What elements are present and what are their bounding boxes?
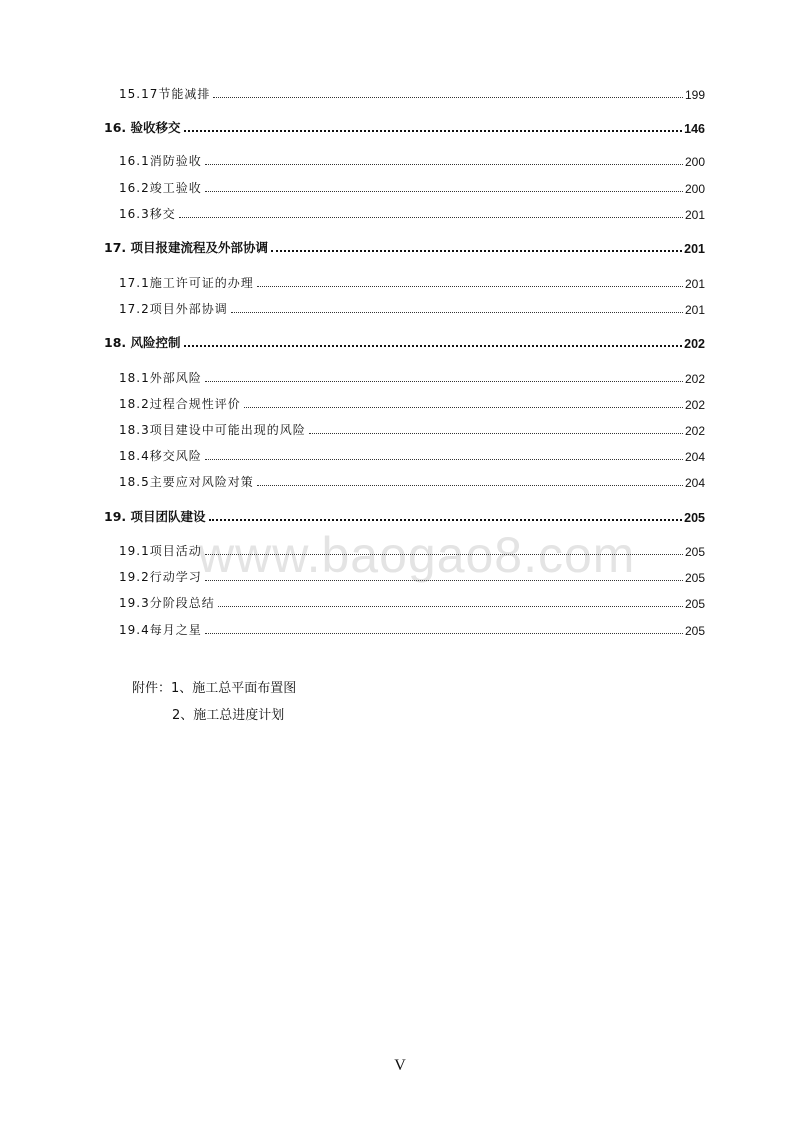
toc-leader-dots — [179, 217, 683, 218]
toc-chapter-label: 17. 项目报建流程及外部协调 — [104, 240, 268, 255]
toc-entry[interactable] — [119, 565, 705, 585]
toc-leader-dots — [309, 433, 683, 434]
toc-entry-label: 19.2行动学习 — [119, 570, 202, 584]
toc-leader-dots — [184, 130, 683, 132]
toc-entry[interactable] — [119, 149, 705, 169]
toc-entry[interactable] — [119, 82, 705, 102]
toc-entry[interactable] — [119, 176, 705, 196]
toc-chapter-page: 205 — [684, 511, 705, 525]
toc-entry[interactable] — [119, 202, 705, 222]
toc-chapter[interactable] — [104, 505, 705, 525]
toc-entry-label: 19.4每月之星 — [119, 623, 202, 637]
toc-entry-label: 18.5主要应对风险对策 — [119, 475, 254, 489]
toc-entry[interactable] — [119, 444, 705, 464]
toc-entry-page: 204 — [684, 450, 705, 464]
toc-chapter-label: 16. 验收移交 — [104, 120, 181, 135]
toc-leader-dots — [205, 164, 683, 165]
toc-entry-page: 201 — [684, 303, 705, 317]
toc-entry-page: 205 — [684, 624, 705, 638]
toc-leader-dots — [257, 286, 683, 287]
toc-entry-page: 202 — [684, 424, 705, 438]
toc-leader-dots — [213, 97, 683, 98]
toc-entry-page: 202 — [684, 372, 705, 386]
toc-entry-label: 16.1消防验收 — [119, 154, 202, 168]
toc-entry[interactable] — [119, 418, 705, 438]
toc-entry-page: 205 — [684, 545, 705, 559]
toc-chapter[interactable] — [104, 116, 705, 136]
toc-chapter-page: 202 — [684, 337, 705, 351]
toc-entry-page: 200 — [684, 155, 705, 169]
toc-entry-label: 15.17节能减排 — [119, 87, 211, 101]
toc-leader-dots — [271, 250, 682, 252]
toc-leader-dots — [205, 381, 683, 382]
toc-chapter[interactable] — [104, 236, 705, 256]
toc-entry-page: 204 — [684, 476, 705, 490]
toc-entry-page: 199 — [684, 88, 705, 102]
toc-entry[interactable] — [119, 392, 705, 412]
toc-leader-dots — [218, 606, 683, 607]
attachment-line-1: 附件：1、施工总平面布置图 — [132, 681, 297, 696]
toc-entry[interactable] — [119, 591, 705, 611]
toc-entry-page: 201 — [684, 277, 705, 291]
toc-entry-page: 205 — [684, 597, 705, 611]
toc-leader-dots — [205, 554, 683, 555]
toc-leader-dots — [205, 191, 683, 192]
toc-entry-label: 18.3项目建设中可能出现的风险 — [119, 423, 306, 437]
toc-leader-dots — [205, 580, 683, 581]
toc-chapter-page: 146 — [684, 122, 705, 136]
toc-entry-page: 201 — [684, 208, 705, 222]
toc-entry-label: 16.2竣工验收 — [119, 181, 202, 195]
toc-chapter-label: 18. 风险控制 — [104, 335, 181, 350]
toc-entry-page: 205 — [684, 571, 705, 585]
toc-entry[interactable] — [119, 297, 705, 317]
toc-entry[interactable] — [119, 271, 705, 291]
toc-entry-label: 17.1施工许可证的办理 — [119, 276, 254, 290]
toc-chapter-label: 19. 项目团队建设 — [104, 509, 206, 524]
toc-entry-label: 17.2项目外部协调 — [119, 302, 228, 316]
watermark: www.baogao8.com — [198, 527, 636, 583]
toc-chapter[interactable] — [104, 331, 705, 351]
toc-entry-page: 200 — [684, 182, 705, 196]
toc-entry-label: 16.3移交 — [119, 207, 176, 221]
toc-entry-label: 18.4移交风险 — [119, 449, 202, 463]
toc-chapter-page: 201 — [684, 242, 705, 256]
toc-entry-page: 202 — [684, 398, 705, 412]
toc-leader-dots — [209, 519, 683, 521]
toc-entry[interactable] — [119, 618, 705, 638]
toc-leader-dots — [205, 633, 683, 634]
toc-entry[interactable] — [119, 539, 705, 559]
toc-entry-label: 18.1外部风险 — [119, 371, 202, 385]
toc-entry[interactable] — [119, 470, 705, 490]
toc-entry-label: 18.2过程合规性评价 — [119, 397, 241, 411]
page-number: V — [394, 1057, 406, 1074]
toc-leader-dots — [184, 345, 683, 347]
toc-leader-dots — [205, 459, 683, 460]
toc-leader-dots — [244, 407, 683, 408]
toc-entry-label: 19.3分阶段总结 — [119, 596, 215, 610]
toc-leader-dots — [231, 312, 683, 313]
toc-entry-label: 19.1项目活动 — [119, 544, 202, 558]
toc-leader-dots — [257, 485, 683, 486]
attachment-line-2: 2、施工总进度计划 — [172, 708, 285, 723]
toc-entry[interactable] — [119, 366, 705, 386]
